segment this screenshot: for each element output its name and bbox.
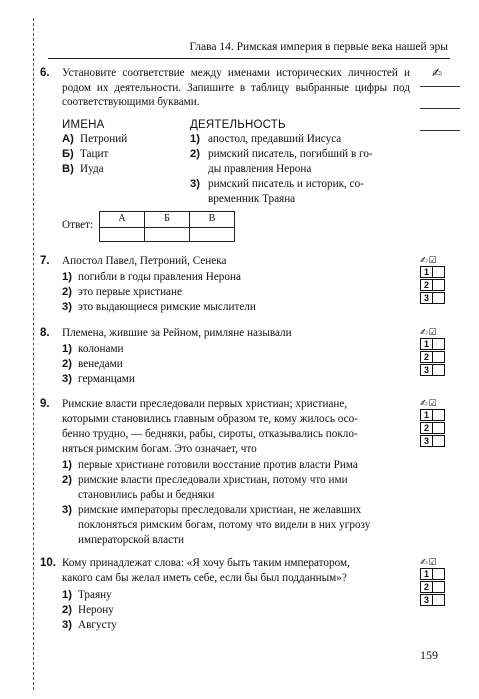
- option-continuation: становились рабы и бедняки: [78, 489, 215, 501]
- answer-column-header: В: [190, 212, 235, 228]
- pencil-check-icon: ✍☑: [420, 328, 438, 338]
- answer-mark-box: ✍☑ 1 2 3: [420, 397, 446, 448]
- question-9-text-line: няться римским богам. Это означает, что: [62, 443, 257, 455]
- answer-checkbox[interactable]: [433, 364, 445, 376]
- answer-checkbox[interactable]: [433, 292, 445, 304]
- option-item: 3) Августу: [62, 619, 117, 631]
- answer-column-header: А: [100, 212, 145, 228]
- option-continuation: поклоняться римским богам, потому что видели в них угрозу: [78, 519, 371, 531]
- answer-table: [99, 211, 235, 242]
- answer-checkbox[interactable]: [433, 435, 445, 447]
- answer-checkbox[interactable]: [433, 594, 445, 606]
- question-10-number: 10.: [40, 557, 56, 569]
- option-item: 1) первые христиане готовили восстание против власти Рима: [62, 459, 358, 471]
- answer-write-line[interactable]: [420, 130, 460, 131]
- answer-checkbox[interactable]: [433, 279, 445, 291]
- activity-item-continuation: временник Траяна: [208, 193, 296, 205]
- question-7-text: Апостол Павел, Петроний, Сенека: [62, 255, 227, 267]
- question-9-text-line: бенно трудно, — бедняки, рабы, сироты, отказывались покло-: [62, 428, 358, 440]
- answer-cell[interactable]: [100, 227, 145, 241]
- option-continuation: императорской власти: [78, 534, 184, 546]
- question-9-text-line: Римские власти преследовали первых христиан; христиане,: [62, 398, 348, 410]
- question-10-text-line: Кому принадлежат слова: «Я хочу быть таким императором,: [62, 557, 350, 569]
- option-item: 2) Нерону: [62, 604, 114, 616]
- answer-cell[interactable]: [145, 227, 190, 241]
- option-item: 3) германцами: [62, 373, 135, 385]
- option-item: 2) венедами: [62, 358, 123, 370]
- answer-column-header: Б: [145, 212, 190, 228]
- answer-write-line[interactable]: [420, 108, 460, 109]
- pencil-check-icon: ✍☑: [420, 558, 438, 568]
- question-8-number: 8.: [40, 327, 50, 339]
- answer-mark-box: ✍☑ 1 2 3: [420, 254, 446, 305]
- question-9-text-line: которыми становились главным образом те, кому жилось осо-: [62, 413, 358, 425]
- page-number: 159: [420, 648, 438, 662]
- answer-checkbox[interactable]: [433, 351, 445, 363]
- answer-checkbox[interactable]: [433, 266, 445, 278]
- activity-header: ДЕЯТЕЛЬНОСТЬ: [190, 119, 286, 131]
- option-item: 2) это первые христиане: [62, 286, 182, 298]
- option-item: 1) погибли в годы правления Нерона: [62, 271, 241, 283]
- answer-checkbox[interactable]: [433, 422, 445, 434]
- pencil-check-icon: ✍☑: [420, 399, 438, 409]
- question-7-number: 7.: [40, 255, 50, 267]
- option-item: 3) это выдающиеся римские мыслители: [62, 301, 256, 313]
- answer-label: Ответ:: [62, 219, 94, 231]
- answer-cell[interactable]: [190, 227, 235, 241]
- activity-item: 1) апостол, предавший Иисуса: [190, 133, 342, 145]
- header-rule: [48, 58, 450, 59]
- name-item: А) Петроний: [62, 133, 128, 145]
- answer-checkbox[interactable]: [433, 409, 445, 421]
- activity-item: 3) римский писатель и историк, со-: [190, 178, 364, 190]
- option-item: 1) колонами: [62, 343, 124, 355]
- name-item: Б) Тацит: [62, 148, 109, 160]
- option-item: 1) Траяну: [62, 589, 112, 601]
- option-item: 2) римские власти преследовали христиан, потому что ими: [62, 474, 348, 486]
- margin-cut-line: [33, 18, 35, 690]
- question-10-text-line: какого сам бы желал иметь себе, если бы был подданным»?: [62, 572, 347, 584]
- chapter-title: Глава 14. Римская империя в первые века нашей эры: [189, 41, 448, 53]
- question-8-text: Племена, жившие за Рейном, римляне называли: [62, 327, 292, 339]
- question-9-number: 9.: [40, 398, 50, 410]
- answer-mark-box: ✍☑ 1 2 3: [420, 326, 446, 377]
- names-header: ИМЕНА: [62, 119, 105, 131]
- answer-checkbox[interactable]: [433, 581, 445, 593]
- pencil-check-icon: ✍☑: [420, 256, 438, 266]
- pencil-icon: ✍: [432, 66, 443, 80]
- activity-item: 2) римский писатель, погибший в го-: [190, 148, 373, 160]
- answer-mark-box: ✍☑ 1 2 3: [420, 556, 446, 607]
- activity-item-continuation: ды правления Нерона: [208, 163, 312, 175]
- answer-checkbox[interactable]: [433, 338, 445, 350]
- answer-checkbox[interactable]: [433, 568, 445, 580]
- option-item: 3) римские императоры преследовали христиан, не желавших: [62, 504, 362, 516]
- name-item: В) Иуда: [62, 163, 104, 175]
- question-6-text: Установите соответствие между именами исторических личностей и родом их деятельности. Запишите в таблицу выбранные цифры под соответствующими буквами.: [62, 67, 410, 109]
- question-6-number: 6.: [40, 67, 50, 79]
- answer-write-line[interactable]: [420, 86, 460, 87]
